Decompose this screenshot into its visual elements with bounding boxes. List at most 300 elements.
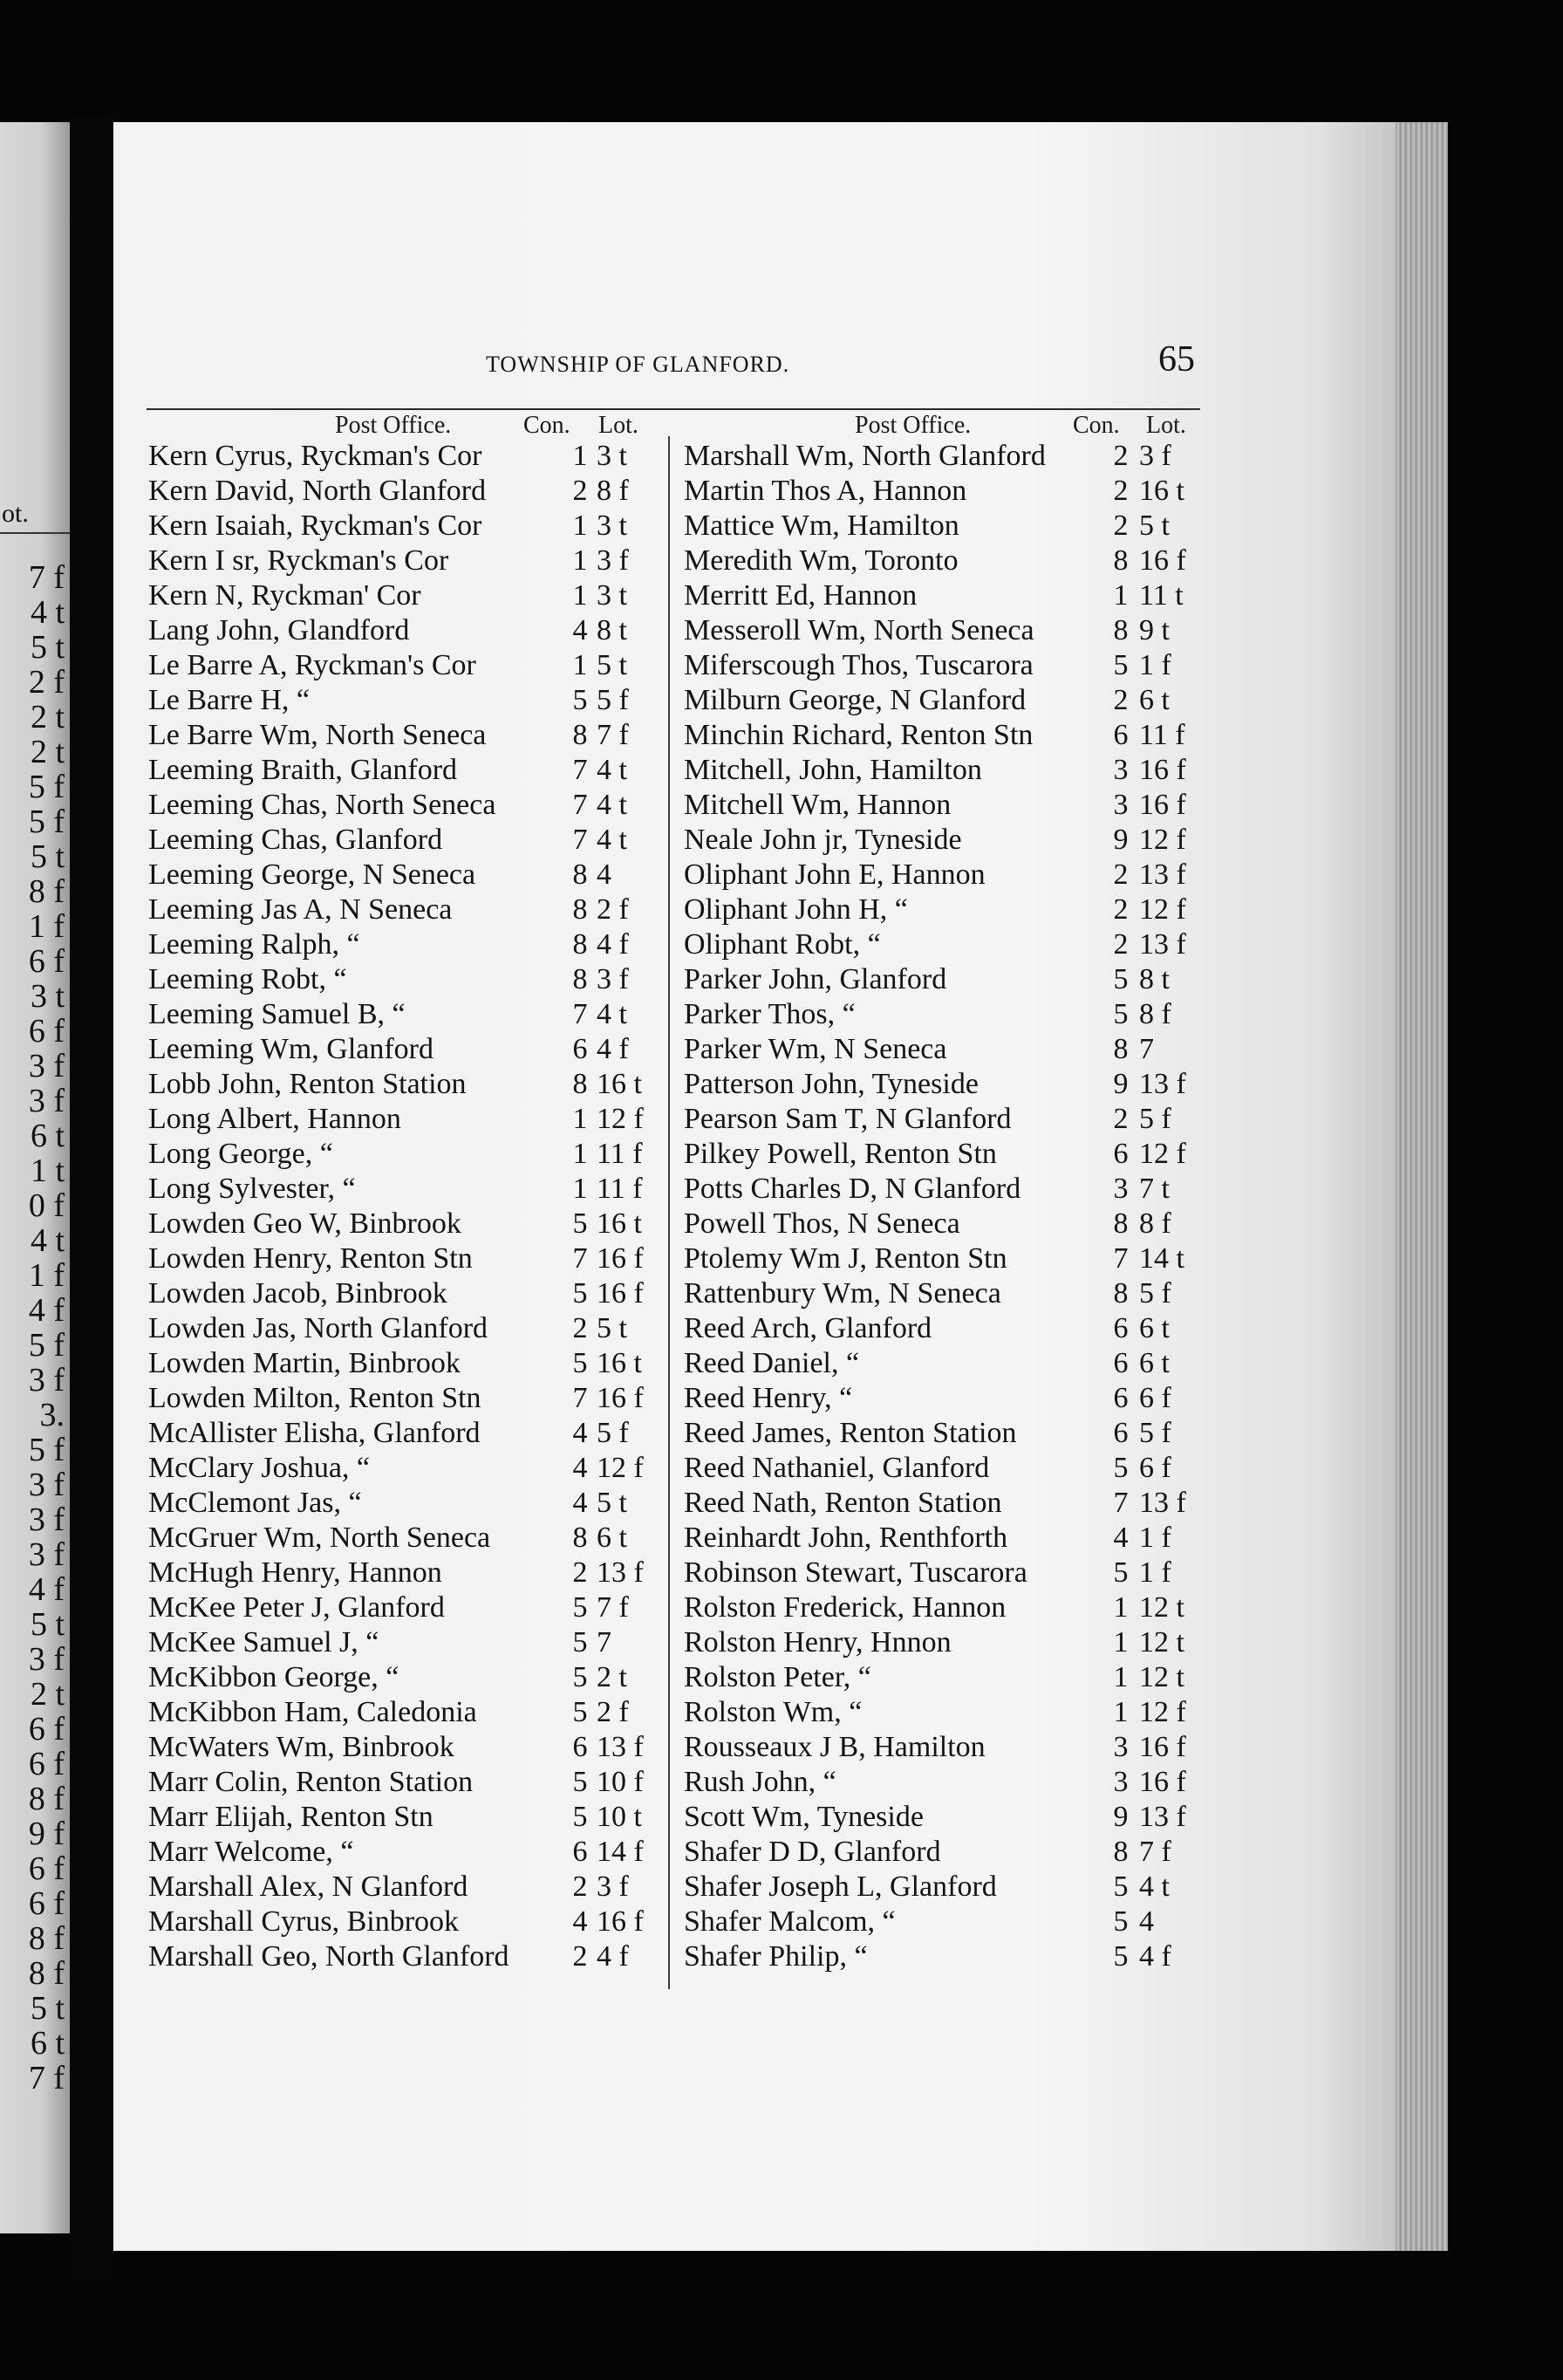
directory-entry: [684, 649, 1207, 684]
resident-name: Shafer D D, Glanford: [684, 1836, 941, 1868]
right-entries-list: [684, 440, 1207, 1975]
directory-entry: [148, 1277, 663, 1312]
resident-name: Lobb John, Renton Station: [148, 1068, 467, 1100]
resident-name: Marshall Cyrus, Binbrook: [148, 1905, 460, 1938]
post-office-heading: Post Office.: [855, 412, 972, 439]
directory-entry: [684, 614, 1207, 649]
resident-name: McKibbon Ham, Caledonia: [148, 1696, 477, 1728]
directory-entry: [148, 1033, 663, 1068]
directory-entry: [684, 858, 1207, 893]
lot-number: 8 f: [1139, 1207, 1171, 1240]
directory-entry: [684, 1940, 1207, 1975]
lot-number: 3 f: [597, 544, 629, 577]
facing-page-lot: 6 f: [28, 1746, 65, 1782]
concession-number: 2: [572, 1940, 588, 1973]
concession-number: 3: [1113, 1173, 1129, 1205]
directory-entry: [684, 1103, 1207, 1138]
lot-heading: Lot.: [1146, 412, 1186, 439]
concession-number: 6: [1113, 719, 1129, 751]
concession-number: 5: [1113, 1556, 1129, 1589]
directory-entry: [684, 1556, 1207, 1591]
concession-number: 1: [1113, 1591, 1129, 1624]
facing-page-lot: 6 t: [30, 1118, 65, 1154]
resident-name: Ptolemy Wm J, Renton Stn: [684, 1242, 1007, 1275]
lot-number: 4 t: [597, 754, 627, 786]
concession-number: 2: [1113, 475, 1129, 507]
directory-entry: [684, 1836, 1207, 1870]
directory-entry: [148, 1173, 663, 1207]
facing-page-lot: 3.: [39, 1397, 65, 1433]
resident-name: Parker John, Glanford: [684, 963, 947, 995]
resident-name: McGruer Wm, North Seneca: [148, 1522, 491, 1554]
directory-entry: [684, 510, 1207, 544]
concession-number: 2: [572, 1312, 588, 1344]
directory-entry: [148, 824, 663, 858]
facing-page-lot: 2 t: [30, 734, 65, 770]
directory-entry: [684, 1417, 1207, 1452]
lot-number: 16 t: [1139, 475, 1184, 507]
concession-number: 6: [572, 1836, 588, 1868]
lot-number: 13 f: [1139, 1068, 1186, 1100]
resident-name: Lowden Milton, Renton Stn: [148, 1382, 481, 1414]
concession-number: 8: [1113, 1033, 1129, 1065]
facing-page-heading: ot.: [2, 499, 29, 528]
concession-number: 1: [572, 1103, 588, 1135]
facing-page-lot: 6 f: [28, 1711, 65, 1747]
directory-entry: [148, 1452, 663, 1487]
concession-number: 1: [1113, 1626, 1129, 1658]
facing-page-lot: 2 t: [30, 699, 65, 735]
lot-number: 11 f: [597, 1138, 643, 1170]
facing-page-lot: 3 f: [28, 1467, 65, 1503]
resident-name: Oliphant John E, Hannon: [684, 858, 986, 891]
concession-number: 1: [572, 440, 588, 472]
facing-page-lot: 6 f: [28, 943, 65, 980]
concession-number: 6: [1113, 1347, 1129, 1379]
lot-number: 5 f: [1139, 1103, 1171, 1135]
concession-number: 9: [1113, 824, 1129, 856]
resident-name: Lowden Jas, North Glanford: [148, 1312, 488, 1344]
directory-entry: [148, 475, 663, 510]
lot-number: 16 t: [597, 1207, 642, 1240]
directory-entry: [684, 684, 1207, 719]
directory-entry: [148, 1801, 663, 1836]
resident-name: Rattenbury Wm, N Seneca: [684, 1277, 1001, 1310]
lot-number: 5 t: [597, 1487, 627, 1519]
directory-entry: [684, 440, 1207, 475]
directory-entry: [148, 1870, 663, 1905]
directory-entry: [148, 893, 663, 928]
facing-page-lot: 6 f: [28, 1850, 65, 1887]
lot-number: 3 t: [597, 440, 627, 472]
directory-entry: [684, 789, 1207, 824]
resident-name: McHugh Henry, Hannon: [148, 1556, 442, 1589]
concession-number: 5: [1113, 1940, 1129, 1973]
facing-page-lot: 9 f: [28, 1816, 65, 1852]
directory-entry: [148, 1138, 663, 1173]
concession-number: 2: [572, 1556, 588, 1589]
lot-number: 5 f: [597, 1417, 629, 1449]
resident-name: McClary Joshua, “: [148, 1452, 371, 1484]
resident-name: Parker Wm, N Seneca: [684, 1033, 947, 1065]
resident-name: Le Barre H, “: [148, 684, 311, 716]
running-head: TOWNSHIP OF GLANFORD.: [486, 352, 790, 377]
directory-entry: [684, 1766, 1207, 1801]
facing-page-lot: 3 f: [28, 1362, 65, 1399]
directory-entry: [684, 1870, 1207, 1905]
lot-number: 13 f: [597, 1556, 644, 1589]
concession-number: 8: [1113, 1277, 1129, 1310]
lot-number: 3 f: [597, 963, 629, 995]
lot-number: 13 f: [1139, 1801, 1186, 1833]
resident-name: McAllister Elisha, Glanford: [148, 1417, 481, 1449]
lot-number: 1 f: [1139, 649, 1171, 681]
concession-number: 9: [1113, 1068, 1129, 1100]
directory-entry: [684, 1207, 1207, 1242]
facing-page-lot: 5 f: [28, 769, 65, 805]
lot-number: 4 t: [597, 789, 627, 821]
lot-number: 12 t: [1139, 1626, 1184, 1658]
lot-number: 1 f: [1139, 1522, 1171, 1554]
resident-name: Mattice Wm, Hamilton: [684, 510, 959, 542]
lot-number: 7 t: [1139, 1173, 1170, 1205]
resident-name: Kern Cyrus, Ryckman's Cor: [148, 440, 482, 472]
concession-number: 3: [1113, 1766, 1129, 1798]
directory-entry: [684, 1905, 1207, 1940]
resident-name: Scott Wm, Tyneside: [684, 1801, 924, 1833]
lot-number: 11 f: [597, 1173, 643, 1205]
concession-number: 1: [572, 1173, 588, 1205]
resident-name: McWaters Wm, Binbrook: [148, 1731, 454, 1763]
directory-entry: [148, 1417, 663, 1452]
directory-entry: [684, 719, 1207, 754]
resident-name: Neale John jr, Tyneside: [684, 824, 962, 856]
resident-name: Le Barre Wm, North Seneca: [148, 719, 487, 751]
lot-number: 6 f: [1139, 1452, 1171, 1484]
resident-name: Marshall Geo, North Glanford: [148, 1940, 509, 1973]
facing-page-lot: 0 f: [28, 1187, 65, 1224]
directory-entry: [148, 858, 663, 893]
directory-entry: [148, 684, 663, 719]
facing-page-lot: 8 f: [28, 1920, 65, 1957]
lot-number: 16 f: [597, 1382, 644, 1414]
lot-heading: Lot.: [598, 412, 638, 439]
resident-name: Reinhardt John, Renthforth: [684, 1522, 1008, 1554]
resident-name: Milburn George, N Glanford: [684, 684, 1027, 716]
directory-entry: [148, 1556, 663, 1591]
facing-page-lot: 1 f: [28, 908, 65, 945]
directory-entry: [684, 1242, 1207, 1277]
lot-number: 10 f: [597, 1766, 644, 1798]
resident-name: Rolston Henry, Hnnon: [684, 1626, 952, 1658]
concession-number: 8: [572, 928, 588, 961]
resident-name: Rousseaux J B, Hamilton: [684, 1731, 986, 1763]
lot-number: 11 f: [1139, 719, 1185, 751]
concession-number: 4: [572, 1417, 588, 1449]
concession-number: 8: [1113, 1207, 1129, 1240]
lot-number: 6 t: [597, 1522, 627, 1554]
directory-entry: [684, 928, 1207, 963]
facing-page-lot: 7 f: [28, 2060, 65, 2096]
lot-number: 11 t: [1139, 579, 1184, 612]
facing-page-lot: 5 t: [30, 1990, 65, 2027]
resident-name: Mitchell, John, Hamilton: [684, 754, 982, 786]
facing-page-rule: [0, 532, 70, 534]
facing-page-lot: 5 f: [28, 1432, 65, 1468]
resident-name: Kern David, North Glanford: [148, 475, 487, 507]
directory-entry: [684, 1347, 1207, 1382]
concession-number: 5: [1113, 649, 1129, 681]
lot-number: 1 f: [1139, 1556, 1171, 1589]
directory-entry: [148, 1766, 663, 1801]
resident-name: Miferscough Thos, Tuscarora: [684, 649, 1034, 681]
concession-number: 3: [1113, 789, 1129, 821]
resident-name: Le Barre A, Ryckman's Cor: [148, 649, 476, 681]
concession-number: 5: [572, 1801, 588, 1833]
lot-number: 13 f: [1139, 858, 1186, 891]
facing-page-lot: 6 f: [28, 1013, 65, 1050]
concession-number: 6: [1113, 1312, 1129, 1344]
resident-name: Merritt Ed, Hannon: [684, 579, 918, 612]
resident-name: Leeming George, N Seneca: [148, 858, 476, 891]
directory-entry: [684, 1452, 1207, 1487]
facing-page-lot: 1 t: [30, 1152, 65, 1189]
lot-number: 10 t: [597, 1801, 642, 1833]
facing-page-lot: 4 t: [30, 594, 65, 631]
book-gutter: [70, 113, 113, 2277]
concession-number: 8: [1113, 544, 1129, 577]
facing-page-lot: 2 f: [28, 664, 65, 701]
directory-entry: [684, 893, 1207, 928]
resident-name: Rush John, “: [684, 1766, 836, 1798]
directory-entry: [684, 1696, 1207, 1731]
facing-page-lot: 3 f: [28, 1641, 65, 1678]
lot-number: 4 t: [1139, 1870, 1170, 1903]
lot-number: 5 f: [1139, 1277, 1171, 1310]
directory-entry: [148, 1242, 663, 1277]
concession-number: 1: [572, 579, 588, 612]
lot-number: 13 f: [597, 1731, 644, 1763]
concession-number: 4: [572, 1487, 588, 1519]
concession-number: 2: [1113, 1103, 1129, 1135]
concession-number: 2: [1113, 858, 1129, 891]
resident-name: Reed Arch, Glanford: [684, 1312, 932, 1344]
lot-number: 4: [1139, 1905, 1154, 1938]
concession-number: 4: [572, 1905, 588, 1938]
directory-entry: [148, 1068, 663, 1103]
resident-name: Reed Nathaniel, Glanford: [684, 1452, 990, 1484]
lot-number: 16 f: [1139, 1731, 1186, 1763]
resident-name: Shafer Philip, “: [684, 1940, 868, 1973]
resident-name: Powell Thos, N Seneca: [684, 1207, 960, 1240]
resident-name: Leeming Jas A, N Seneca: [148, 893, 453, 926]
post-office-heading: Post Office.: [335, 412, 452, 439]
directory-entry: [684, 963, 1207, 998]
resident-name: Meredith Wm, Toronto: [684, 544, 959, 577]
directory-entry: [148, 1905, 663, 1940]
lot-number: 5 t: [597, 649, 627, 681]
directory-entry: [148, 440, 663, 475]
directory-entry: [684, 544, 1207, 579]
directory-entry: [148, 1836, 663, 1870]
lot-number: 12 f: [597, 1103, 644, 1135]
resident-name: Reed Nath, Renton Station: [684, 1487, 1002, 1519]
resident-name: Reed James, Renton Station: [684, 1417, 1017, 1449]
lot-number: 5 t: [597, 1312, 627, 1344]
directory-entry: [684, 824, 1207, 858]
resident-name: Long George, “: [148, 1138, 333, 1170]
concession-number: 4: [1113, 1522, 1129, 1554]
directory-entry: [148, 998, 663, 1033]
directory-entry: [684, 1487, 1207, 1522]
lot-number: 7 f: [597, 719, 629, 751]
lot-number: 14 f: [597, 1836, 644, 1868]
facing-page-lot: 5 f: [28, 804, 65, 840]
facing-page-lot: 4 t: [30, 1222, 65, 1259]
concession-number: 5: [572, 1207, 588, 1240]
resident-name: Reed Henry, “: [684, 1382, 853, 1414]
directory-entry: [684, 1068, 1207, 1103]
lot-number: 2 t: [597, 1661, 627, 1693]
lot-number: 4: [597, 858, 611, 891]
con-heading: Con.: [523, 412, 570, 439]
resident-name: Oliphant Robt, “: [684, 928, 881, 961]
lot-number: 4 f: [597, 1940, 629, 1973]
lot-number: 6 t: [1139, 684, 1170, 716]
lot-number: 16 f: [597, 1242, 644, 1275]
right-column-header: [684, 408, 1207, 440]
facing-page-lot: 2 t: [30, 1676, 65, 1713]
resident-name: Oliphant John H, “: [684, 893, 908, 926]
con-heading: Con.: [1073, 412, 1120, 439]
concession-number: 5: [572, 1347, 588, 1379]
directory-entry: [148, 1661, 663, 1696]
lot-number: 5 f: [597, 684, 629, 716]
resident-name: Leeming Braith, Glanford: [148, 754, 458, 786]
resident-name: Pearson Sam T, N Glanford: [684, 1103, 1012, 1135]
directory-entry: [148, 1312, 663, 1347]
concession-number: 2: [572, 1870, 588, 1903]
resident-name: Leeming Robt, “: [148, 963, 347, 995]
concession-number: 8: [572, 719, 588, 751]
concession-number: 5: [572, 1661, 588, 1693]
lot-number: 7 f: [1139, 1836, 1171, 1868]
left-entries-list: [148, 440, 663, 1975]
left-directory-column: [148, 408, 663, 1975]
resident-name: Leeming Chas, Glanford: [148, 824, 443, 856]
directory-entry: [148, 789, 663, 824]
page-number: 65: [1158, 339, 1195, 380]
directory-entry: [148, 719, 663, 754]
resident-name: Leeming Samuel B, “: [148, 998, 406, 1030]
resident-name: Robinson Stewart, Tuscarora: [684, 1556, 1027, 1589]
resident-name: Minchin Richard, Renton Stn: [684, 719, 1034, 751]
concession-number: 7: [572, 998, 588, 1030]
left-column-header: [148, 408, 663, 440]
concession-number: 1: [572, 544, 588, 577]
directory-entry: [684, 1591, 1207, 1626]
concession-number: 3: [1113, 1731, 1129, 1763]
directory-entry: [148, 649, 663, 684]
directory-entry: [148, 754, 663, 789]
concession-number: 5: [572, 1626, 588, 1658]
column-divider: [668, 436, 670, 1989]
directory-entry: [684, 1312, 1207, 1347]
lot-number: 16 f: [1139, 1766, 1186, 1798]
concession-number: 1: [572, 1138, 588, 1170]
concession-number: 1: [1113, 579, 1129, 612]
resident-name: Pilkey Powell, Renton Stn: [684, 1138, 997, 1170]
directory-entry: [148, 928, 663, 963]
concession-number: 1: [572, 510, 588, 542]
concession-number: 6: [572, 1731, 588, 1763]
concession-number: 7: [572, 1382, 588, 1414]
directory-entry: [148, 1487, 663, 1522]
directory-entry: [148, 963, 663, 998]
facing-page-lot: 4 f: [28, 1571, 65, 1608]
concession-number: 2: [1113, 510, 1129, 542]
resident-name: Leeming Wm, Glanford: [148, 1033, 434, 1065]
concession-number: 5: [1113, 1870, 1129, 1903]
lot-number: 4 f: [597, 1033, 629, 1065]
lot-number: 4 t: [597, 824, 627, 856]
resident-name: Marshall Wm, North Glanford: [684, 440, 1046, 472]
facing-page-lot: 3 f: [28, 1536, 65, 1573]
directory-entry: [684, 1138, 1207, 1173]
resident-name: Patterson John, Tyneside: [684, 1068, 979, 1100]
facing-page-lot: 1 f: [28, 1257, 65, 1294]
directory-entry: [148, 1347, 663, 1382]
concession-number: 5: [572, 1591, 588, 1624]
lot-number: 7: [1139, 1033, 1154, 1065]
concession-number: 4: [572, 614, 588, 646]
resident-name: Mitchell Wm, Hannon: [684, 789, 952, 821]
directory-entry: [148, 614, 663, 649]
directory-entry: [684, 754, 1207, 789]
facing-page-lot: 4 f: [28, 1292, 65, 1329]
page-edges: [1396, 122, 1448, 2251]
resident-name: Kern I sr, Ryckman's Cor: [148, 544, 449, 577]
concession-number: 4: [572, 1452, 588, 1484]
lot-number: 6 t: [1139, 1312, 1170, 1344]
directory-entry: [148, 579, 663, 614]
directory-entry: [684, 475, 1207, 510]
concession-number: 9: [1113, 1801, 1129, 1833]
concession-number: 8: [572, 1522, 588, 1554]
resident-name: Lowden Henry, Renton Stn: [148, 1242, 473, 1275]
concession-number: 1: [1113, 1661, 1129, 1693]
resident-name: Lowden Martin, Binbrook: [148, 1347, 461, 1379]
lot-number: 4 t: [597, 998, 627, 1030]
directory-entry: [684, 1173, 1207, 1207]
directory-entry: [148, 1207, 663, 1242]
lot-number: 16 f: [1139, 544, 1186, 577]
directory-entry: [684, 1626, 1207, 1661]
lot-number: 4 f: [1139, 1940, 1171, 1973]
resident-name: Leeming Ralph, “: [148, 928, 360, 961]
lot-number: 16 f: [597, 1277, 644, 1310]
facing-page-lot: 6 t: [30, 2025, 65, 2062]
concession-number: 6: [1113, 1382, 1129, 1414]
lot-number: 12 f: [1139, 1138, 1186, 1170]
concession-number: 5: [572, 1766, 588, 1798]
lot-number: 8 f: [597, 475, 629, 507]
facing-page-lot: 5 f: [28, 1327, 65, 1364]
lot-number: 3 t: [597, 510, 627, 542]
facing-page-lot: 3 f: [28, 1501, 65, 1538]
resident-name: Marr Colin, Renton Station: [148, 1766, 474, 1798]
lot-number: 9 t: [1139, 614, 1170, 646]
